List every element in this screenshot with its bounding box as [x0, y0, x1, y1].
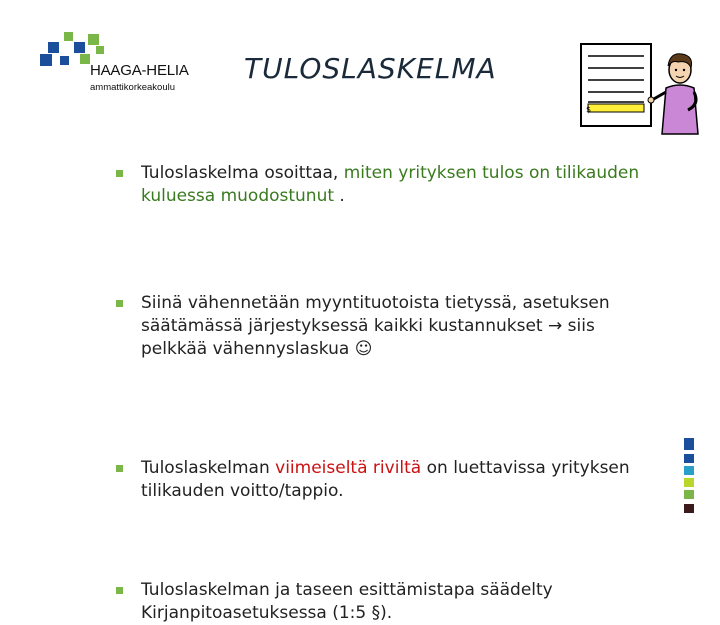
bullet-highlight: viimeiseltä riviltä — [275, 458, 422, 478]
svg-text:$: $ — [586, 105, 592, 114]
bullet-text: Tuloslaskelma osoittaa, — [141, 163, 344, 183]
bullet-text-end: siis pelkkää vähennyslaskua — [141, 316, 595, 359]
bullet-marker — [116, 465, 123, 472]
bullet-text-end: on luettavissa yrityksen tilikauden voitto/tappio. — [141, 458, 630, 501]
deco-square — [684, 490, 694, 499]
deco-square — [684, 466, 694, 475]
bullet-item — [116, 162, 661, 208]
logo-name: HAAGA-HELIA — [90, 62, 189, 79]
bullet-marker — [116, 300, 123, 307]
deco-square — [684, 438, 694, 450]
bullet-marker — [116, 587, 123, 594]
haaga-helia-logo — [38, 32, 208, 92]
bullet-text-end: . — [334, 186, 345, 206]
bullet-list — [116, 162, 640, 623]
deco-square — [684, 504, 694, 513]
bullet-item — [116, 292, 661, 361]
bullet-item — [116, 457, 661, 503]
bullet-text: Tuloslaskelman ja taseen esittämistapa säädelty Kirjanpitoasetuksessa (1:5 §). — [141, 580, 553, 623]
bullet-highlight: miten yrityksen tulos on tilikauden kuluessa muodostunut — [141, 163, 640, 206]
page-title: TULOSLASKELMA — [244, 52, 497, 85]
arrow-icon: → — [547, 316, 563, 336]
bullet-item — [116, 579, 661, 625]
bullet-marker — [116, 170, 123, 177]
bullet-text: Siinä vähennetään myyntituotoista tietyssä, asetuksen säätämässä järjestyksessä kaikki kustannukset — [141, 293, 610, 336]
deco-square — [684, 478, 694, 487]
document-presenter-illustration — [578, 38, 708, 148]
deco-square — [684, 454, 694, 463]
smiley-icon: ☺ — [354, 339, 373, 359]
logo-subtitle: ammattikorkeakoulu — [90, 82, 176, 93]
bullet-text: Tuloslaskelman — [141, 458, 276, 478]
